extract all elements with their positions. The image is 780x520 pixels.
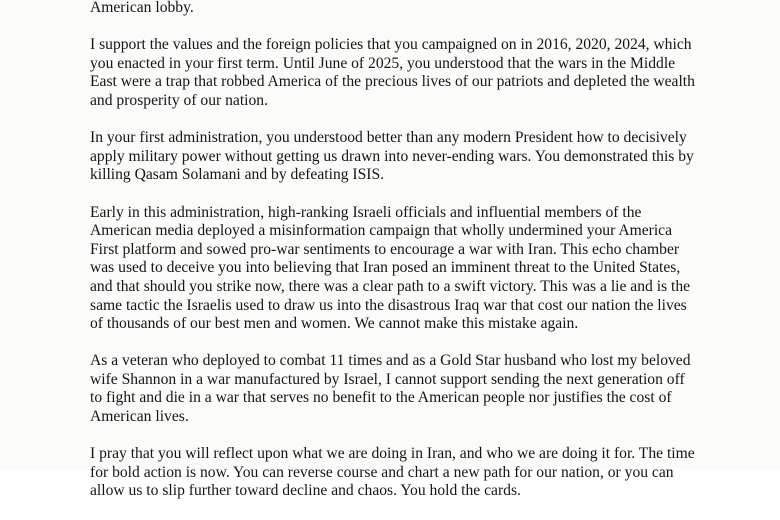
paragraph-support: I support the values and the foreign policies that you campaigned on in 2016, 2020, 2024, which you enacted in your first term. Until June of 2025, you understood that the wars in the Middle East were a trap that robbed America of the precious lives of our patriots and depleted the wealth and prosperity of our nation. xyxy=(90,36,695,109)
paragraph-prayer: I pray that you will reflect upon what we are doing in Iran, and who we are doing it for. The time for bold action is now. You can reverse course and chart a new path for our nation, or you can allow us to slip further toward decline and chaos. You hold the cards. xyxy=(90,445,695,500)
paragraph-misinformation: Early in this administration, high-ranking Israeli officials and influential members of the American media deployed a misinformation campaign that wholly undermined your America First platform and sowed pro-war sentiments to encourage a war with Iran. This echo chamber was used to deceive you into believing that Iran posed an imminent threat to the United States, and that should you strike now, there was a clear path to a swift victory. This was a lie and is the same tactic the Israelis used to draw us into the disastrous Iraq war that cost our nation the lives of thousands of our best men and women. We cannot make this mistake again. xyxy=(90,203,691,333)
paragraph-veteran: As a veteran who deployed to combat 11 times and as a Gold Star husband who lost my beloved wife Shannon in a war manufactured by Israel, I cannot support sending the next generation off to fight and die in a war that serves no benefit to the American people nor justifies the cost of American lives. xyxy=(90,352,691,426)
paragraph-first-administration: In your first administration, you understood better than any modern President how to decisively apply military power without getting us drawn into never-ending wars. You demonstrated this by killing Qasam Solamani and by defeating ISIS. xyxy=(90,129,694,184)
letter-body xyxy=(90,0,762,520)
paragraph-lobby: American lobby. xyxy=(90,0,194,16)
